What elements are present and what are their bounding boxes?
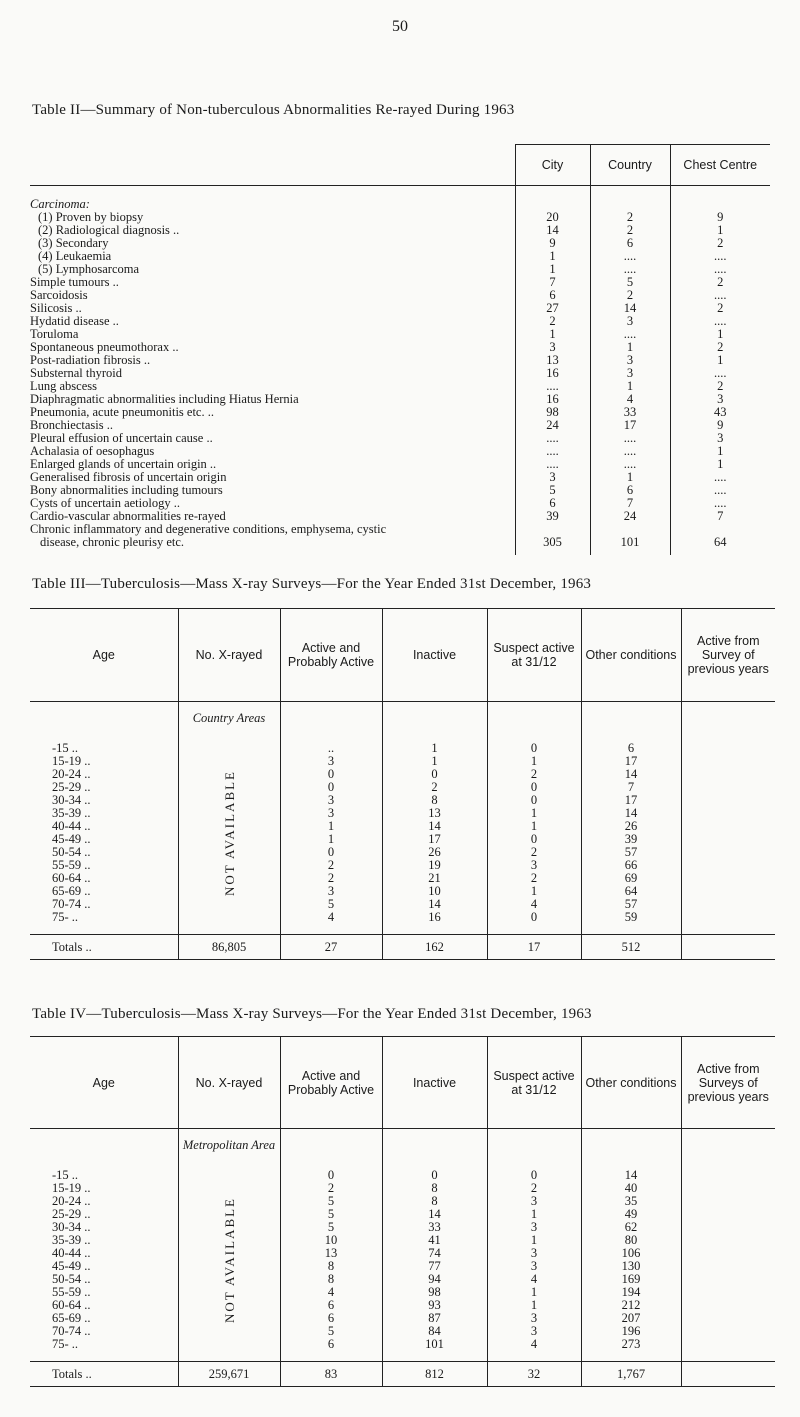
totals-cell: 17 (487, 935, 581, 960)
table-cell: 33 (382, 1221, 487, 1234)
table4-caption: Table IV—Tuberculosis—Mass X-ray Surveys—For the Year Ended 31st December, 1963 (32, 1006, 592, 1022)
table2-row-label: Hydatid disease .. (30, 315, 119, 328)
table2-cell: 3 (590, 354, 670, 367)
table2-cell: 6 (515, 289, 590, 302)
age-cell: 75- .. (52, 910, 79, 924)
totals-cell: 86,805 (178, 935, 280, 960)
table-cell: 39 (581, 833, 681, 846)
table2-cell: 2 (590, 224, 670, 237)
table-cell: 0 (487, 833, 581, 846)
table-cell: 1 (382, 742, 487, 755)
table2-cell: 17 (590, 419, 670, 432)
table2-cell: 9 (515, 237, 590, 250)
age-cell: 20-24 .. (52, 1194, 91, 1208)
table2-row-label: Sarcoidosis (30, 289, 88, 302)
table-cell: 2 (280, 872, 382, 885)
table2-cell: 2 (515, 315, 590, 328)
table-cell: 8 (382, 794, 487, 807)
table-cell: 14 (382, 1208, 487, 1221)
table-cell: 2 (487, 768, 581, 781)
table2-cell: .... (670, 289, 770, 302)
table2-cell: .... (670, 497, 770, 510)
table-cell: 2 (487, 846, 581, 859)
table2-row-label: Achalasia of oesophagus (30, 445, 155, 458)
table-cell: 1 (487, 1286, 581, 1299)
table-cell: 87 (382, 1312, 487, 1325)
table-cell: 1 (382, 755, 487, 768)
totals-cell: 162 (382, 935, 487, 960)
table2-row-label: Diaphragmatic abnormalities including Hiatus Hernia (30, 393, 299, 406)
col-inactive: Inactive (382, 609, 487, 702)
table-cell: 94 (382, 1273, 487, 1286)
table2-cell: .... (670, 250, 770, 263)
table-cell: 3 (487, 1247, 581, 1260)
table2-row-label: (5) Lymphosarcoma (38, 263, 140, 276)
table2-cell: 2 (590, 211, 670, 224)
age-cell: 15-19 .. (52, 1181, 91, 1195)
table-cell: 14 (581, 807, 681, 820)
table2-cell: 13 (515, 354, 590, 367)
table-cell: 57 (581, 898, 681, 911)
table-cell: 14 (382, 898, 487, 911)
table-cell: 0 (280, 1169, 382, 1182)
table-cell: 98 (382, 1286, 487, 1299)
table2-cell: .... (670, 367, 770, 380)
table2-row-label: Spontaneous pneumothorax .. (30, 341, 179, 354)
table-cell: 8 (280, 1260, 382, 1273)
table2-cell: .... (670, 263, 770, 276)
table-cell: 64 (581, 885, 681, 898)
table2-cell: 24 (590, 510, 670, 523)
table2-cell: .... (590, 263, 670, 276)
table-cell: 0 (280, 846, 382, 859)
totals-cell: 812 (382, 1362, 487, 1387)
table2-cell: 5 (590, 276, 670, 289)
table2-cell: 3 (670, 393, 770, 406)
table2-cell: 16 (515, 393, 590, 406)
table-cell: 13 (280, 1247, 382, 1260)
table2-cell: 3 (515, 471, 590, 484)
age-cell: 60-64 .. (52, 1298, 91, 1312)
table2-cell: 2 (670, 380, 770, 393)
col-other: Other conditions (581, 1037, 681, 1129)
table2-cell: 5 (515, 484, 590, 497)
table-cell: 194 (581, 1286, 681, 1299)
age-cell: 60-64 .. (52, 871, 91, 885)
age-cell: 25-29 .. (52, 1207, 91, 1221)
table-cell: 0 (382, 768, 487, 781)
table2-cell: 1 (670, 458, 770, 471)
table2-row-label: Substernal thyroid (30, 367, 123, 380)
table2-cell: 6 (590, 237, 670, 250)
table-cell: 2 (280, 1182, 382, 1195)
table2-cell: .... (590, 458, 670, 471)
page-number: 50 (392, 18, 408, 35)
table-cell: 49 (581, 1208, 681, 1221)
col-age: Age (30, 1037, 178, 1129)
table-cell: 26 (581, 820, 681, 833)
table2-cell: 27 (515, 302, 590, 315)
table-cell: .. (280, 742, 382, 755)
table-cell: 212 (581, 1299, 681, 1312)
table-cell: 14 (581, 1169, 681, 1182)
col-age: Age (30, 609, 178, 702)
col-from-survey: Active from Surveys of previous years (681, 1037, 775, 1129)
age-cell: 65-69 .. (52, 1311, 91, 1325)
table-cell: 6 (280, 1299, 382, 1312)
table-cell: 4 (487, 898, 581, 911)
totals-cell: 27 (280, 935, 382, 960)
table-cell: 69 (581, 872, 681, 885)
table-cell: 62 (581, 1221, 681, 1234)
table2-cell: 101 (590, 536, 670, 549)
table-cell: 3 (487, 1260, 581, 1273)
not-available-label: NOT AVAILABLE (221, 1196, 237, 1324)
col-other: Other conditions (581, 609, 681, 702)
table-cell: 3 (487, 859, 581, 872)
table-cell: 40 (581, 1182, 681, 1195)
table-cell: 93 (382, 1299, 487, 1312)
table-cell: 74 (382, 1247, 487, 1260)
table-cell: 2 (280, 859, 382, 872)
table-cell: 273 (581, 1338, 681, 1351)
table2-cell: 305 (515, 536, 590, 549)
table-cell: 14 (382, 820, 487, 833)
table-cell: 196 (581, 1325, 681, 1338)
table-cell: 0 (382, 1169, 487, 1182)
table-cell: 106 (581, 1247, 681, 1260)
age-cell: 50-54 .. (52, 1272, 91, 1286)
table2-row-label: Generalised fibrosis of uncertain origin (30, 471, 227, 484)
table-cell: 17 (382, 833, 487, 846)
totals-label: Totals .. (30, 1362, 178, 1387)
table-cell: 207 (581, 1312, 681, 1325)
col-country: Country (590, 145, 670, 186)
not-available-label: NOT AVAILABLE (221, 769, 237, 897)
col-xrayed: No. X-rayed (178, 1037, 280, 1129)
table2-row-label: Enlarged glands of uncertain origin .. (30, 458, 217, 471)
table2-cell: 7 (515, 276, 590, 289)
area-label: Metropolitan Area (178, 1139, 280, 1169)
table-cell: 1 (487, 1299, 581, 1312)
carcinoma-heading: Carcinoma: (30, 198, 90, 211)
table-cell: 10 (382, 885, 487, 898)
age-cell: 55-59 .. (52, 1285, 91, 1299)
table2-cell: 3 (515, 341, 590, 354)
age-cell: 20-24 .. (52, 767, 91, 781)
table2-cell: 1 (590, 380, 670, 393)
table2-cell: 1 (590, 471, 670, 484)
table-cell: 6 (280, 1338, 382, 1351)
table-cell: 3 (487, 1325, 581, 1338)
table-cell: 1 (487, 885, 581, 898)
table2-cell: .... (590, 250, 670, 263)
table-cell: 84 (382, 1325, 487, 1338)
table2-cell: .... (515, 380, 590, 393)
table2-cell: 1 (590, 341, 670, 354)
table2-cell: .... (670, 484, 770, 497)
table-cell: 0 (487, 781, 581, 794)
table2-cell: 2 (670, 302, 770, 315)
table2-row-label: Simple tumours .. (30, 276, 119, 289)
table-cell: 1 (487, 1234, 581, 1247)
table2-row-label: (1) Proven by biopsy (38, 211, 144, 224)
table2 (30, 144, 770, 555)
table-cell: 169 (581, 1273, 681, 1286)
age-cell: 45-49 .. (52, 832, 91, 846)
totals-cell: 1,767 (581, 1362, 681, 1387)
col-xrayed: No. X-rayed (178, 609, 280, 702)
table2-cell: .... (515, 445, 590, 458)
table2-cell: 2 (670, 341, 770, 354)
age-cell: 65-69 .. (52, 884, 91, 898)
table-cell: 41 (382, 1234, 487, 1247)
table-cell: 2 (382, 781, 487, 794)
table2-cell: 2 (670, 237, 770, 250)
table-cell: 5 (280, 1221, 382, 1234)
table-cell: 3 (487, 1195, 581, 1208)
age-cell: 15-19 .. (52, 754, 91, 768)
table2-row-label: Toruloma (30, 328, 79, 341)
table2-cell: 20 (515, 211, 590, 224)
table-cell: 10 (280, 1234, 382, 1247)
table2-row-label: Pleural effusion of uncertain cause .. (30, 432, 213, 445)
table2-cell: 64 (670, 536, 770, 549)
table-cell: 5 (280, 1325, 382, 1338)
table2-row-label: (4) Leukaemia (38, 250, 112, 263)
table-cell: 80 (581, 1234, 681, 1247)
table3-caption: Table III—Tuberculosis—Mass X-ray Surveys—For the Year Ended 31st December, 1963 (32, 576, 592, 592)
table-cell: 5 (280, 1208, 382, 1221)
col-inactive: Inactive (382, 1037, 487, 1129)
col-active: Active and Probably Active (280, 609, 382, 702)
table-cell: 3 (487, 1312, 581, 1325)
table-cell: 8 (382, 1182, 487, 1195)
table2-row-label: Cysts of uncertain aetiology .. (30, 497, 180, 510)
table2-cell: 1 (670, 354, 770, 367)
table-cell: 3 (280, 807, 382, 820)
table2-cell: .... (590, 328, 670, 341)
age-cell: 70-74 .. (52, 1324, 91, 1338)
table2-row-label: Silicosis .. (30, 302, 82, 315)
table-cell: 0 (487, 742, 581, 755)
table-cell: 14 (581, 768, 681, 781)
table-cell: 0 (487, 911, 581, 924)
table-cell: 4 (487, 1338, 581, 1351)
table2-cell: 1 (515, 328, 590, 341)
age-cell: 45-49 .. (52, 1259, 91, 1273)
table2-row-label: Chronic inflammatory and degenerative conditions, emphysema, cystic (30, 523, 387, 536)
table-cell: 4 (280, 911, 382, 924)
table2-row-label: Post-radiation fibrosis .. (30, 354, 151, 367)
age-cell: 40-44 .. (52, 819, 91, 833)
table-cell: 13 (382, 807, 487, 820)
table-cell: 1 (487, 1208, 581, 1221)
table2-cell: 6 (515, 497, 590, 510)
age-cell: 75- .. (52, 1337, 79, 1351)
table2-cell: .... (670, 315, 770, 328)
table-cell: 8 (382, 1195, 487, 1208)
col-suspect: Suspect active at 31/12 (487, 1037, 581, 1129)
table2-row-label: Bronchiectasis .. (30, 419, 113, 432)
table-cell: 16 (382, 911, 487, 924)
table2-cell: 7 (590, 497, 670, 510)
col-active: Active and Probably Active (280, 1037, 382, 1129)
table2-cell: 98 (515, 406, 590, 419)
table2-cell: 9 (670, 419, 770, 432)
totals-label: Totals .. (30, 935, 178, 960)
table2-cell: 4 (590, 393, 670, 406)
age-cell: 40-44 .. (52, 1246, 91, 1260)
totals-cell: 83 (280, 1362, 382, 1387)
age-cell: -15 .. (52, 1168, 79, 1182)
table2-row-label: disease, chronic pleurisy etc. (40, 536, 185, 549)
table2-cell: 2 (590, 289, 670, 302)
col-city: City (515, 145, 590, 186)
table2-cell: 1 (670, 445, 770, 458)
table-cell: 1 (487, 755, 581, 768)
totals-cell: 32 (487, 1362, 581, 1387)
table-cell: 2 (487, 1182, 581, 1195)
table2-cell: .... (590, 445, 670, 458)
table-cell: 0 (487, 794, 581, 807)
table-cell: 8 (280, 1273, 382, 1286)
col-chest-centre: Chest Centre (670, 145, 770, 186)
table2-cell: .... (515, 458, 590, 471)
age-cell: -15 .. (52, 741, 79, 755)
table2-cell: 14 (590, 302, 670, 315)
totals-cell: 512 (581, 935, 681, 960)
table-cell: 57 (581, 846, 681, 859)
age-cell: 25-29 .. (52, 780, 91, 794)
table-cell: 4 (280, 1286, 382, 1299)
age-cell: 70-74 .. (52, 897, 91, 911)
table4 (30, 1036, 775, 1387)
age-cell: 35-39 .. (52, 1233, 91, 1247)
age-cell: 50-54 .. (52, 845, 91, 859)
table-cell: 26 (382, 846, 487, 859)
table-cell: 0 (280, 781, 382, 794)
table-cell: 19 (382, 859, 487, 872)
table2-cell: 9 (670, 211, 770, 224)
table-cell: 130 (581, 1260, 681, 1273)
table-cell: 7 (581, 781, 681, 794)
table-cell: 1 (487, 820, 581, 833)
table2-cell: 14 (515, 224, 590, 237)
table2-cell: 1 (515, 263, 590, 276)
table-cell: 3 (280, 794, 382, 807)
table2-cell: 3 (590, 367, 670, 380)
age-cell: 35-39 .. (52, 806, 91, 820)
table2-cell: .... (670, 471, 770, 484)
table3 (30, 608, 775, 960)
table2-caption: Table II—Summary of Non-tuberculous Abnormalities Re-rayed During 1963 (32, 102, 515, 118)
table2-row-label: (2) Radiological diagnosis .. (38, 224, 180, 237)
table2-row-label: Bony abnormalities including tumours (30, 484, 223, 497)
table-cell: 0 (487, 1169, 581, 1182)
table2-cell: 3 (590, 315, 670, 328)
table-cell: 4 (487, 1273, 581, 1286)
table-cell: 0 (280, 768, 382, 781)
table-cell: 1 (280, 820, 382, 833)
table-cell: 5 (280, 898, 382, 911)
table-cell: 6 (581, 742, 681, 755)
table2-row-label: (3) Secondary (38, 237, 109, 250)
table-cell: 77 (382, 1260, 487, 1273)
table-cell: 17 (581, 755, 681, 768)
table2-row-label: Pneumonia, acute pneumonitis etc. .. (30, 406, 214, 419)
table2-cell: .... (590, 432, 670, 445)
age-cell: 30-34 .. (52, 1220, 91, 1234)
table2-row-label: Lung abscess (30, 380, 97, 393)
table2-cell: 7 (670, 510, 770, 523)
table-cell: 5 (280, 1195, 382, 1208)
table2-cell: 1 (515, 250, 590, 263)
table-cell: 1 (487, 807, 581, 820)
table-cell: 35 (581, 1195, 681, 1208)
table-cell: 1 (280, 833, 382, 846)
col-suspect: Suspect active at 31/12 (487, 609, 581, 702)
age-cell: 55-59 .. (52, 858, 91, 872)
table2-cell: 1 (670, 224, 770, 237)
table2-cell: 33 (590, 406, 670, 419)
table2-row-label: Cardio-vascular abnormalities re-rayed (30, 510, 226, 523)
age-cell: 30-34 .. (52, 793, 91, 807)
table2-cell: 43 (670, 406, 770, 419)
table-cell: 101 (382, 1338, 487, 1351)
table-cell: 66 (581, 859, 681, 872)
table2-cell: 24 (515, 419, 590, 432)
table2-cell: 2 (670, 276, 770, 289)
col-from-survey: Active from Survey of previous years (681, 609, 775, 702)
table-cell: 17 (581, 794, 681, 807)
table-cell: 3 (487, 1221, 581, 1234)
table-cell: 6 (280, 1312, 382, 1325)
table-cell: 2 (487, 872, 581, 885)
table2-cell: 39 (515, 510, 590, 523)
table-cell: 3 (280, 885, 382, 898)
area-label: Country Areas (178, 712, 280, 742)
table2-cell: 3 (670, 432, 770, 445)
table2-cell: .... (515, 432, 590, 445)
table-cell: 21 (382, 872, 487, 885)
table2-cell: 6 (590, 484, 670, 497)
table2-cell: 16 (515, 367, 590, 380)
table-cell: 3 (280, 755, 382, 768)
table-cell: 59 (581, 911, 681, 924)
totals-cell: 259,671 (178, 1362, 280, 1387)
table2-cell: 1 (670, 328, 770, 341)
